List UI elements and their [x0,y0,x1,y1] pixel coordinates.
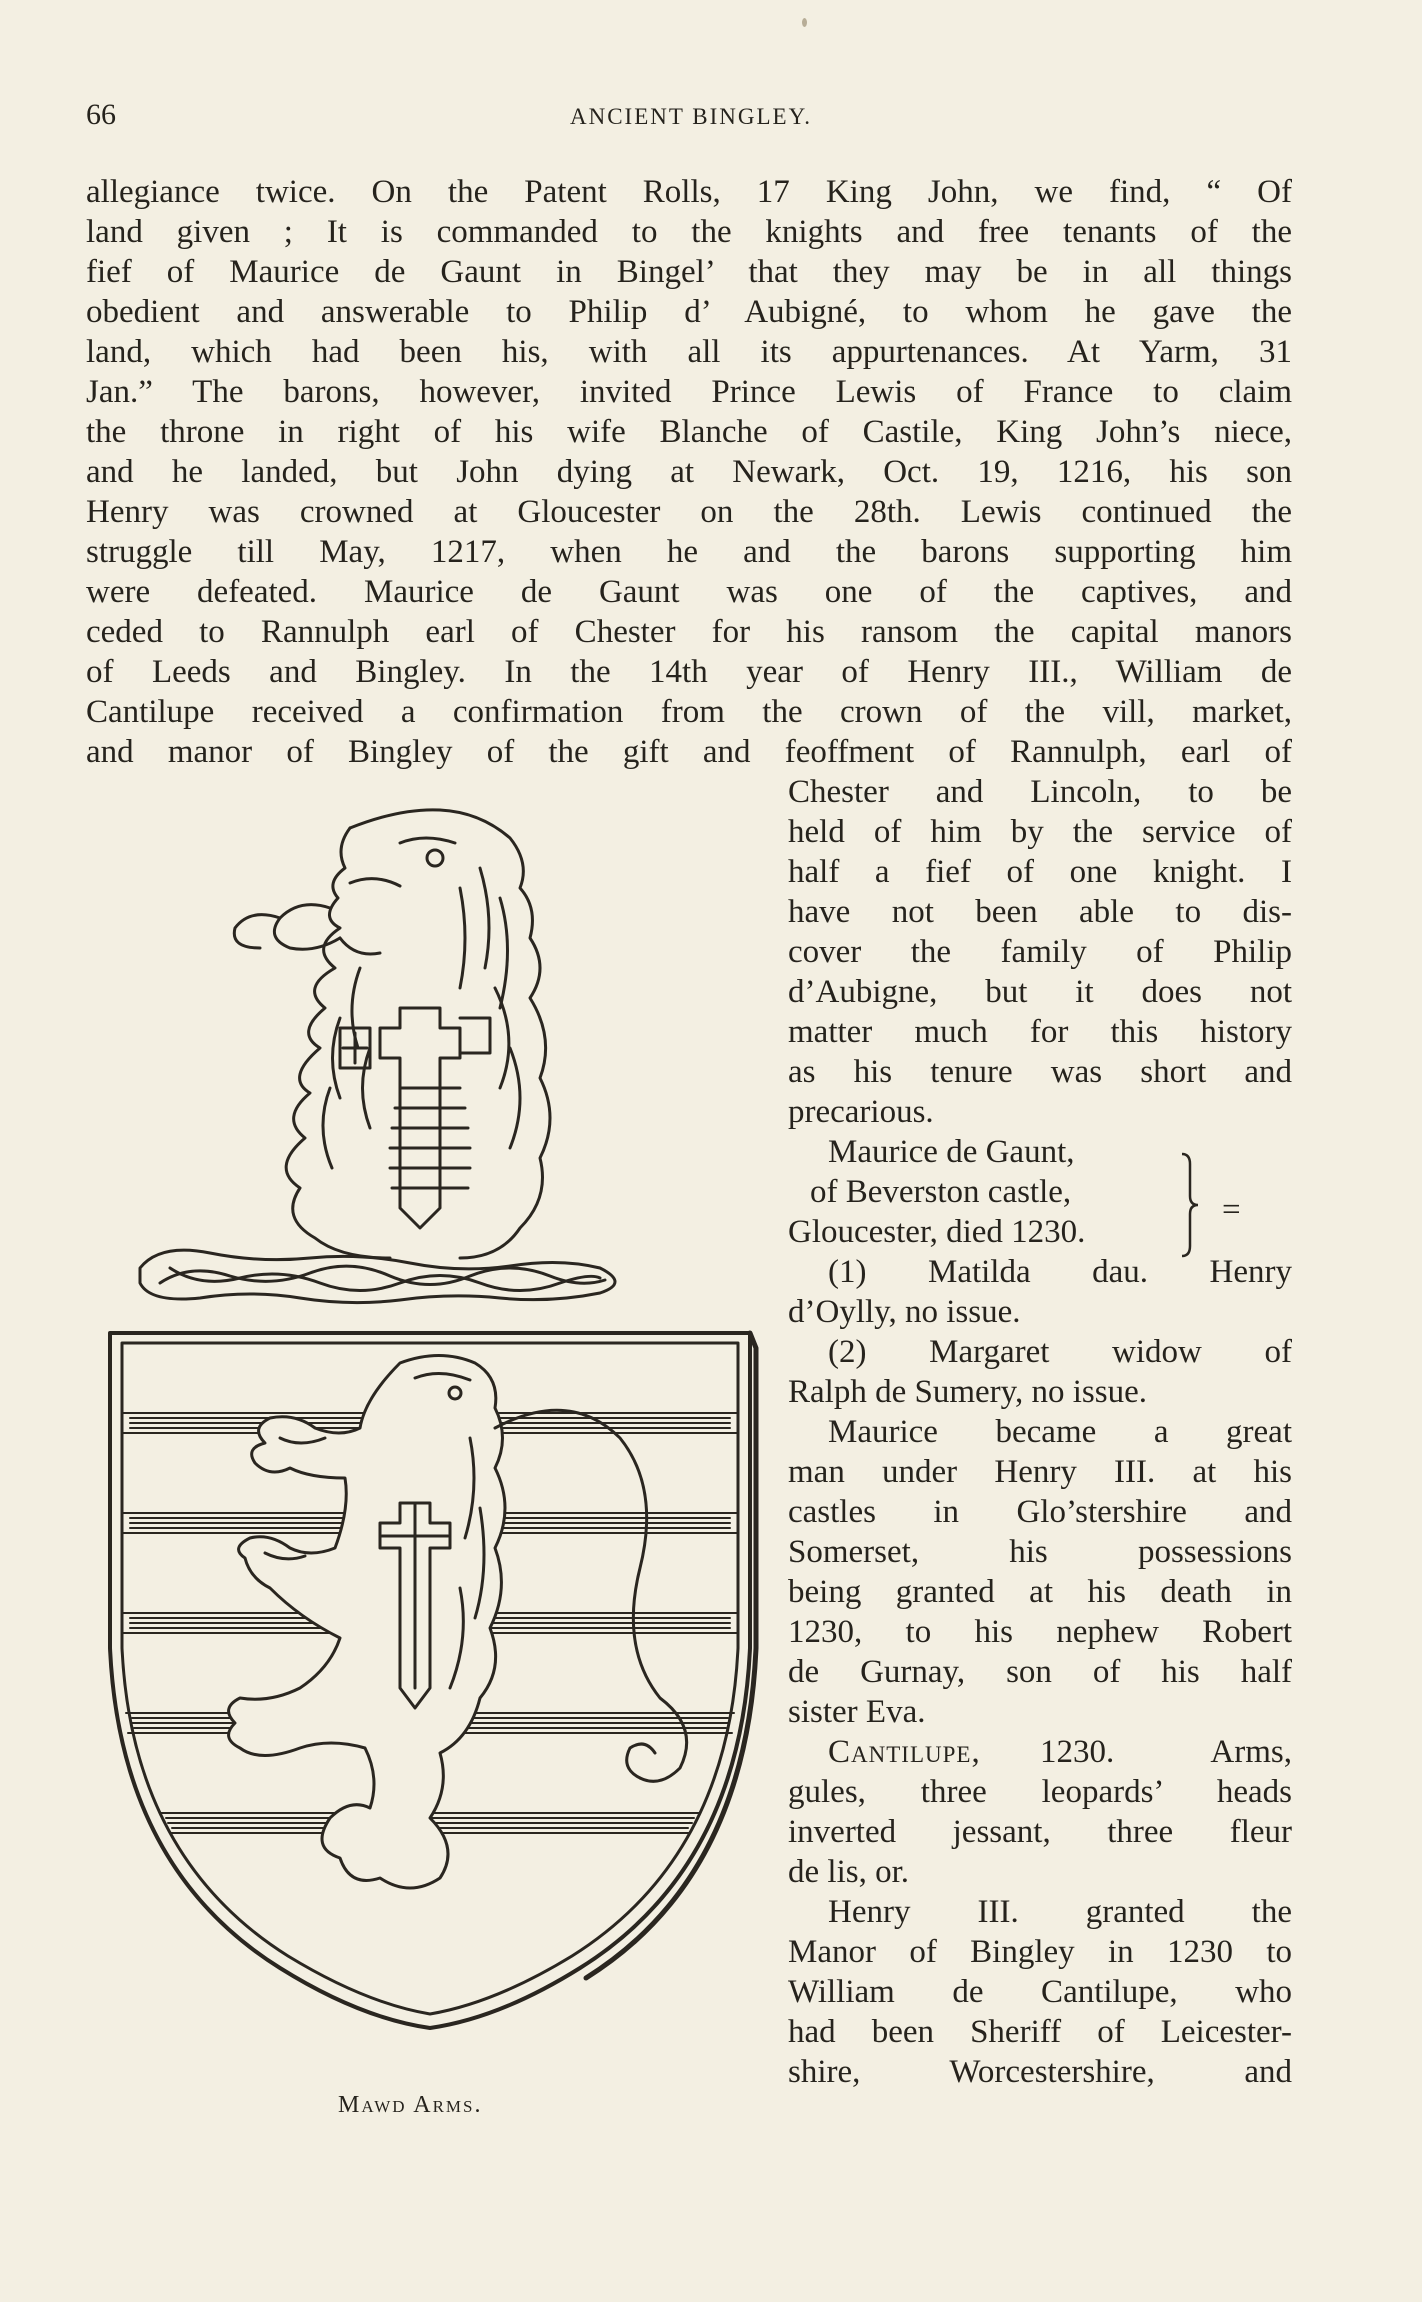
text-line: d’Aubigne, but it does not [788,974,1292,1010]
text-line: land given ; It is commanded to the knights and free tenants of the [86,214,1292,250]
text-line: ceded to Rannulph earl of Chester for his ransom the capital manors [86,614,1292,650]
figure-caption: Mawd Arms. [338,2092,483,2118]
text-line: man under Henry III. at his [788,1454,1292,1490]
genealogy-line: Gloucester, died 1230. [788,1214,1086,1250]
text-line: Henry III. granted the [828,1894,1292,1930]
text-line: cover the family of Philip [788,934,1292,970]
text-line: Jan.” The barons, however, invited Prince Lewis of France to claim [86,374,1292,410]
cantilupe-line [828,1732,1292,1772]
text-line: matter much for this history [788,1014,1292,1050]
marriage-equals-sign: = [1222,1192,1241,1228]
text-line: obedient and answerable to Philip d’ Aubigné, to whom he gave the [86,294,1292,330]
text-line: (1) Matilda dau. Henry [828,1254,1292,1290]
text-line: Maurice became a great [828,1414,1292,1450]
text-line: castles in Glo’stershire and [788,1494,1292,1530]
page-number: 66 [86,98,116,131]
genealogy-line: of Beverston castle, [810,1174,1072,1210]
text-line: de lis, or. [788,1854,909,1890]
text-line: de Gurnay, son of his half [788,1654,1292,1690]
text-line: have not been able to dis- [788,894,1292,930]
crest-wreath-icon [140,1250,615,1302]
text-line: sister Eva. [788,1694,926,1730]
text-line: and he landed, but John dying at Newark, Oct. 19, 1216, his son [86,454,1292,490]
text-line: of Leeds and Bingley. In the 14th year of Henry III., William de [86,654,1292,690]
text-line: d’Oylly, no issue. [788,1294,1021,1330]
text-line: Ralph de Sumery, no issue. [788,1374,1147,1410]
text-line: held of him by the service of [788,814,1292,850]
text-line: Cantilupe received a confirmation from the crown of the vill, market, [86,694,1292,730]
text-line: were defeated. Maurice de Gaunt was one of the captives, and [86,574,1292,610]
text-line: allegiance twice. On the Patent Rolls, 17 King John, we find, “ Of [86,174,1292,210]
text-line: (2) Margaret widow of [828,1334,1292,1370]
text-line: shire, Worcestershire, and [788,2054,1292,2090]
text-line: Henry was crowned at Gloucester on the 28th. Lewis continued the [86,494,1292,530]
text-line: struggle till May, 1217, when he and the barons supporting him [86,534,1292,570]
crest-lion-icon [234,810,550,1258]
genealogy-line: Maurice de Gaunt, [828,1134,1075,1170]
text-line: and manor of Bingley of the gift and feoffment of Rannulph, earl of [86,734,1292,770]
text-line: precarious. [788,1094,934,1130]
surname-cantilupe: Cantilupe, [828,1734,981,1770]
coat-of-arms-engraving [100,788,760,2058]
text-line: William de Cantilupe, who [788,1974,1292,2010]
arms-date: 1230. Arms, [1040,1734,1292,1770]
running-title: ANCIENT BINGLEY. [570,104,812,129]
text-line: Somerset, his possessions [788,1534,1292,1570]
text-line: the throne in right of his wife Blanche of Castile, King John’s niece, [86,414,1292,450]
text-line: inverted jessant, three fleur [788,1814,1292,1850]
text-line: being granted at his death in [788,1574,1292,1610]
text-line: gules, three leopards’ heads [788,1774,1292,1810]
genealogy-brace [1178,1150,1200,1260]
text-line: Chester and Lincoln, to be [788,774,1292,810]
text-line: half a fief of one knight. I [788,854,1292,890]
text-line: Manor of Bingley in 1230 to [788,1934,1292,1970]
text-line: 1230, to his nephew Robert [788,1614,1292,1650]
text-line: fief of Maurice de Gaunt in Bingel’ that they may be in all things [86,254,1292,290]
text-line: had been Sheriff of Leicester- [788,2014,1292,2050]
text-line: land, which had been his, with all its appurtenances. At Yarm, 31 [86,334,1292,370]
lion-rampant-icon [229,1356,687,1889]
text-line: as his tenure was short and [788,1054,1292,1090]
